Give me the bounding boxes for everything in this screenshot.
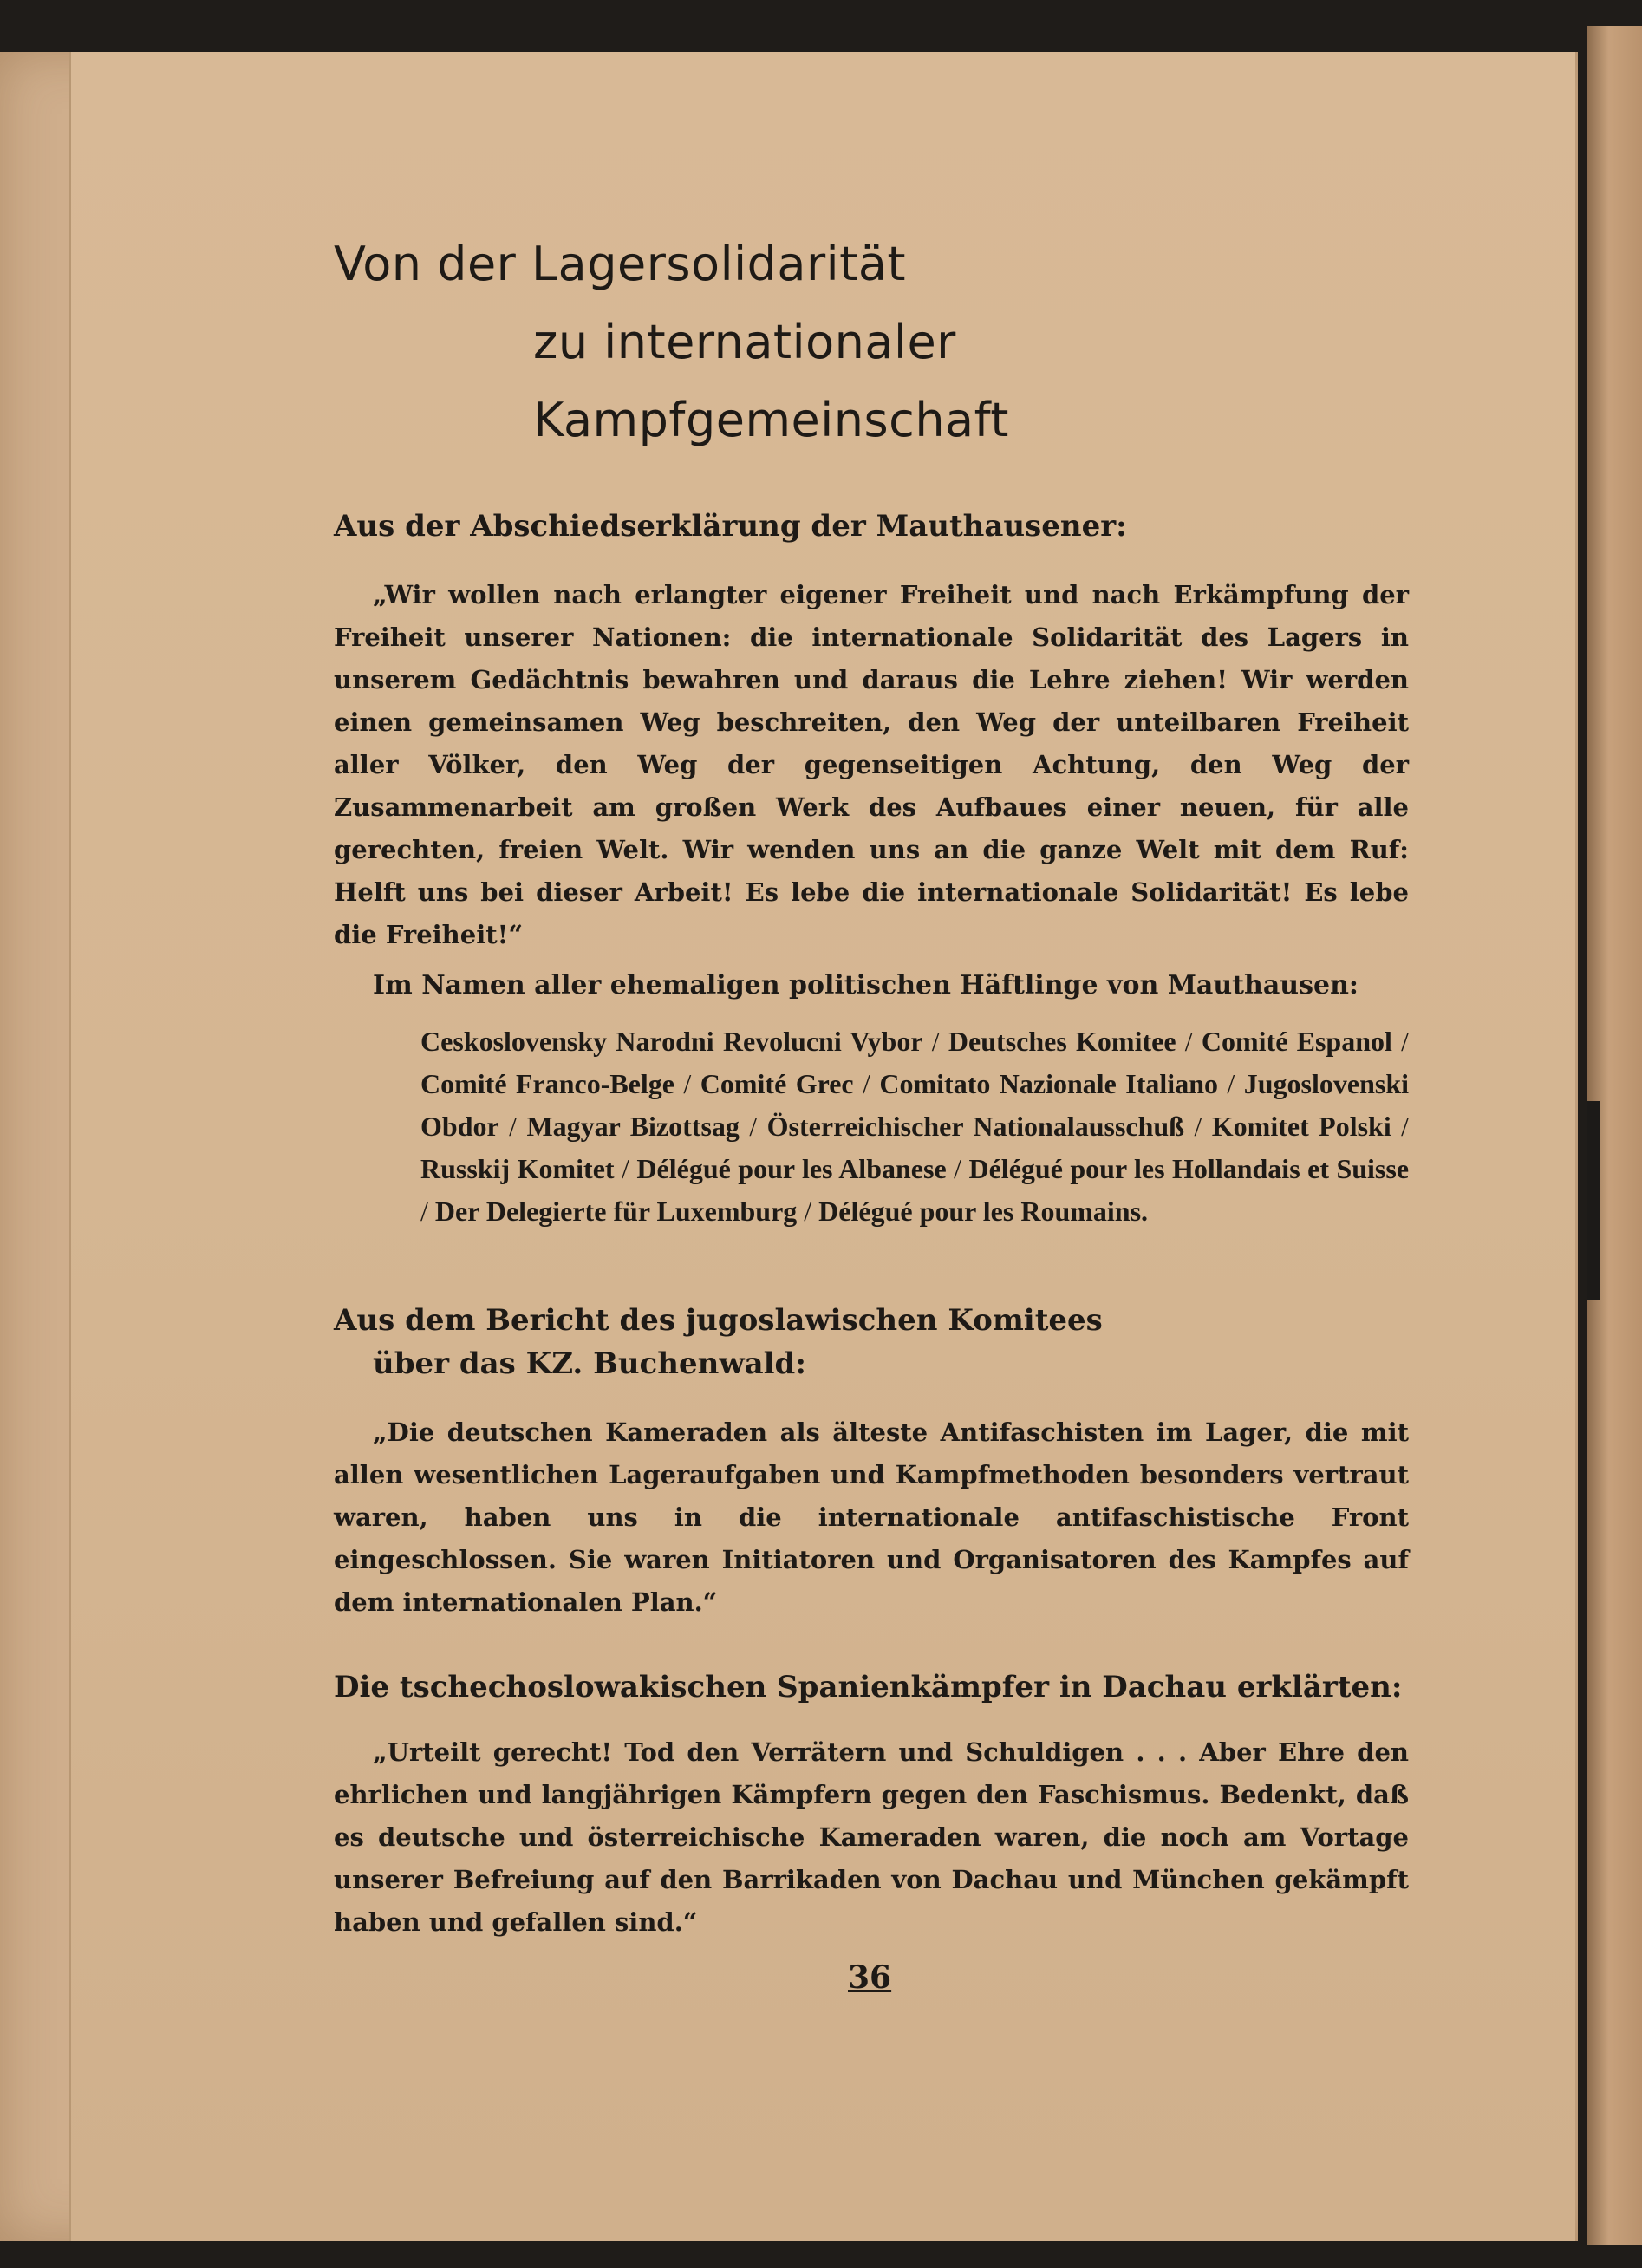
page-title <box>334 225 1409 459</box>
section-1-heading: Aus der Abschiedserklärung der Mauthausener: <box>334 509 1127 544</box>
page-edge-mark <box>1587 1101 1600 1300</box>
committee-item: Deutsches Komitee <box>948 1026 1176 1057</box>
committee-item: Délégué pour les Roumains. <box>818 1196 1149 1227</box>
page-number: 36 <box>848 1959 892 1996</box>
committee-item: Jugoslovenski Obdor <box>420 1068 1410 1142</box>
section-2-quote: „Die deutschen Kameraden als älteste Antifaschisten im Lager, die mit allen wesentlichen Lageraufgaben und Kampfmethoden besonders vertraut waren, haben uns in die internationale antifaschistische Front eingeschlossen. Sie waren Initiatoren und Organisatoren des Kampfes auf dem internationalen Plan.“ <box>334 1418 1409 1617</box>
committee-item: Magyar Bizottsag <box>526 1111 740 1142</box>
committee-list: Ceskoslovensky Narodni Revolucni Vybor / Deutsches Komitee / Comité Espanol / Comité Franco-Belge / Comité Grec / Comitato Nazionale Italiano / Jugoslovenski Obdor / Magyar Bizottsag / Österreichischer Nationalausschuß / Komitet Polski / Russkij Komitet / Délégué pour les Albanese / Délégué pour les Hollandais et Suisse / Der Delegierte für Luxemburg / Délégué pour les Roumains. <box>420 1026 1410 1227</box>
section-1-quote: „Wir wollen nach erlangter eigener Freiheit und nach Erkämpfung der Freiheit unserer Nationen: die internationale Solidarität des Lagers in unserem Gedächtnis bewahren und daraus die Lehre ziehen! Wir werden einen gemeinsamen Weg beschreiten, den Weg der unteilbaren Freiheit aller Völker, den Weg der gegenseitigen Achtung, den Weg der Zusammenarbeit am großen Werk des Aufbaues einer neuen, für alle gerechten, freien Welt. Wir wenden uns an die ganze Welt mit dem Ruf: Helft uns bei dieser Arbeit! Es lebe die internationale Solidarität! Es lebe die Freiheit!“ <box>334 580 1409 949</box>
section-1-signature: Im Namen aller ehemaligen politischen Häftlinge von Mauthausen: <box>373 970 1359 1000</box>
title-line-2: zu internationaler Kampfgemeinschaft <box>533 315 1009 447</box>
committee-item: Comitato Nazionale Italiano <box>879 1068 1218 1099</box>
section-2-heading-line-1: Aus dem Bericht des jugoslawischen Komitees <box>334 1303 1103 1338</box>
committee-item: Comité Grec <box>700 1068 854 1099</box>
page-content <box>334 225 1409 1944</box>
section-3-quote: „Urteilt gerecht! Tod den Verrätern und Schuldigen . . . Aber Ehre den ehrlichen und langjährigen Kämpfern gegen den Faschismus. Bedenkt, daß es deutsche und österreichische Kameraden waren, die noch am Vortage unserer Befreiung auf den Barrikaden von Dachau und München gekämpft haben und gefallen sind.“ <box>334 1737 1409 1937</box>
committee-item: Russkij Komitet <box>420 1153 615 1184</box>
committee-item: Komitet Polski <box>1211 1111 1391 1142</box>
section-3-heading: Die tschechoslowakischen Spanienkämpfer in Dachau erklärten: <box>334 1670 1403 1704</box>
committee-item: Der Delegierte für Luxemburg <box>434 1196 798 1227</box>
committee-item: Comité Franco-Belge <box>420 1068 674 1099</box>
section-2-heading-line-2: über das KZ. Buchenwald: <box>373 1346 806 1381</box>
committee-item: Délégué pour les Hollandais et Suisse <box>968 1153 1410 1184</box>
committee-item: Comité Espanol <box>1201 1026 1392 1057</box>
committee-item: Délégué pour les Albanese <box>636 1153 947 1184</box>
title-line-1: Von der Lagersolidarität <box>334 237 907 291</box>
next-page-edge <box>1587 26 1642 2245</box>
committee-item: Österreichischer Nationalausschuß <box>766 1111 1185 1142</box>
committee-item: Ceskoslovensky Narodni Revolucni Vybor <box>420 1026 923 1057</box>
